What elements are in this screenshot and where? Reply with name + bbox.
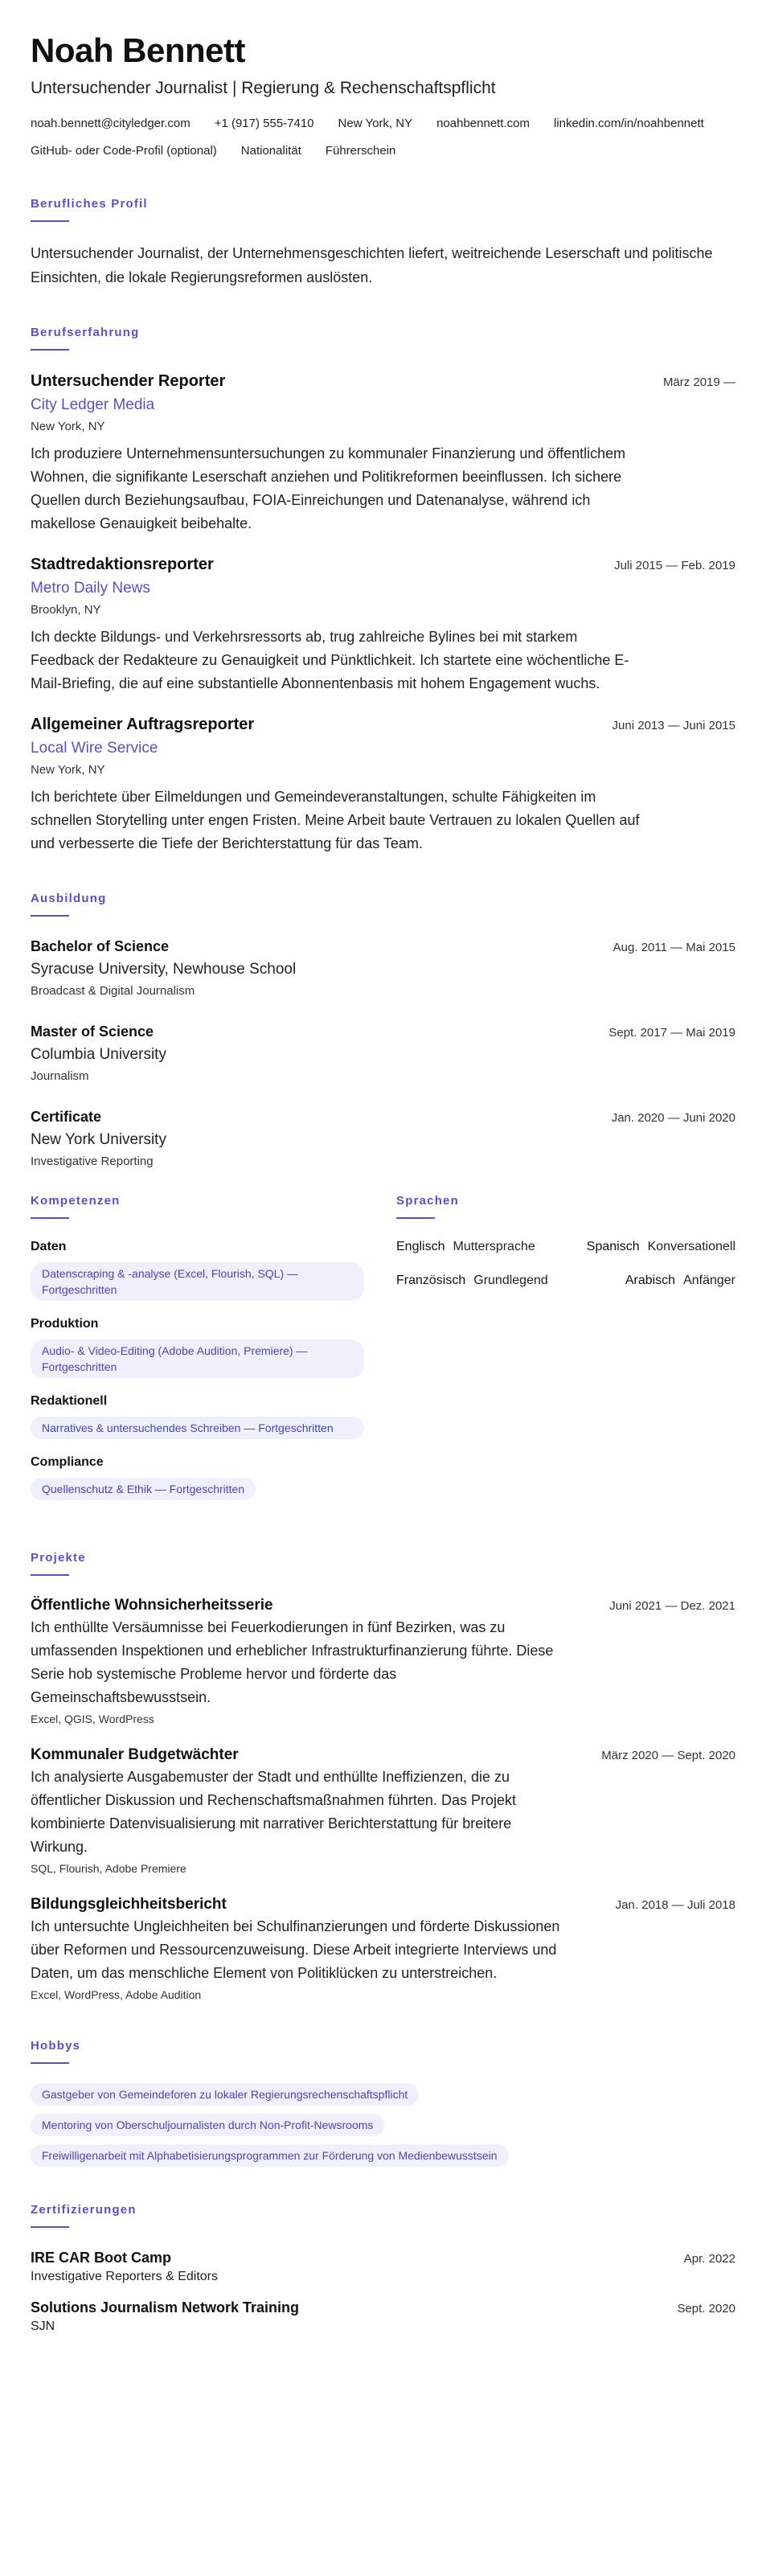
job-date: Juni 2013 — Juni 2015 xyxy=(612,719,735,732)
job-title: Allgemeiner Auftragsreporter xyxy=(31,716,255,733)
profile-section xyxy=(31,196,735,289)
skill-pill: Narratives & untersuchendes Schreiben — Fortgeschritten xyxy=(31,1417,364,1439)
section-divider xyxy=(31,1574,69,1576)
contact-phone: +1 (917) 555-7410 xyxy=(214,117,314,130)
language-name: Englisch xyxy=(396,1240,445,1253)
contact-website: noahbennett.com xyxy=(436,117,530,130)
school-name: New York University xyxy=(31,1131,166,1148)
job-date: März 2019 — xyxy=(662,375,735,389)
language-row xyxy=(396,1272,735,1290)
skill-pill: Quellenschutz & Ethik — Fortgeschritten xyxy=(31,1478,256,1500)
skill-pill: Audio- & Video-Editing (Adobe Audition, Premiere) — Fortgeschritten xyxy=(31,1339,364,1378)
job-location: New York, NY xyxy=(31,420,105,433)
project-entry xyxy=(31,1595,735,1727)
project-tools: Excel, WordPress, Adobe Audition xyxy=(31,1988,202,2001)
project-description: Ich enthüllte Versäumnisse bei Feuerkodierungen in fünf Bezirken, was zu umfassenden Inspektionen und erheblicher Infrastrukturfinanzierung führte. Diese Serie hob systemische Probleme hervor und förderte das Gemeinschaftsbewusstsein. xyxy=(31,1619,554,1705)
languages-section xyxy=(396,1193,735,1515)
section-divider xyxy=(31,220,69,222)
skill-group xyxy=(31,1315,396,1378)
education-entry xyxy=(31,1021,735,1085)
section-title: Hobbys xyxy=(31,2039,81,2053)
contact-info xyxy=(31,114,735,161)
language-name: Spanisch xyxy=(586,1240,640,1253)
section-title: Projekte xyxy=(31,1551,86,1565)
contact-email: noah.bennett@cityledger.com xyxy=(31,117,190,130)
skill-category: Produktion xyxy=(31,1317,99,1331)
job-description: Ich berichtete über Eilmeldungen und Gemeindeveranstaltungen, schulte Fähigkeiten im schnellen Storytelling unter engen Fristen. Meine Arbeit baute Vertrauen zu lokalen Quellen auf und verbesserte die Tiefe der Berichterstattung für das Team. xyxy=(31,789,640,851)
project-date: Jan. 2018 — Juli 2018 xyxy=(615,1898,735,1912)
section-title: Zertifizierungen xyxy=(31,2203,137,2217)
contact-license: Führerschein xyxy=(325,144,396,158)
candidate-name: Noah Bennett xyxy=(31,31,245,69)
section-divider xyxy=(31,915,69,917)
study-field: Journalism xyxy=(31,1069,89,1083)
certifications-section xyxy=(31,2202,735,2336)
skill-category: Daten xyxy=(31,1240,67,1253)
section-divider xyxy=(31,2062,69,2064)
section-divider xyxy=(31,1217,69,1219)
project-tools: Excel, QGIS, WordPress xyxy=(31,1713,154,1725)
language-row xyxy=(396,1238,735,1256)
skill-group xyxy=(31,1238,396,1301)
certification-entry xyxy=(31,2247,735,2286)
project-tools: SQL, Flourish, Adobe Premiere xyxy=(31,1862,186,1875)
section-divider xyxy=(396,1217,435,1219)
job-title: Stadtredaktionsreporter xyxy=(31,556,214,573)
experience-section xyxy=(31,325,735,855)
certification-date: Sept. 2020 xyxy=(677,2302,735,2316)
skill-group xyxy=(31,1454,396,1500)
hobby-pill: Mentoring von Oberschuljournalisten durch Non-Profit-Newsrooms xyxy=(31,2114,384,2136)
job-date: Juli 2015 — Feb. 2019 xyxy=(614,559,735,572)
certification-issuer: SJN xyxy=(31,2320,55,2333)
language-level: Anfänger xyxy=(683,1274,735,1287)
skill-pill: Datenscraping & -analyse (Excel, Flourish, SQL) — Fortgeschritten xyxy=(31,1262,364,1301)
job-employer: Local Wire Service xyxy=(31,740,158,757)
contact-linkedin: linkedin.com/in/noahbennett xyxy=(554,117,704,130)
section-title: Kompetenzen xyxy=(31,1194,121,1208)
certification-name: IRE CAR Boot Camp xyxy=(31,2250,171,2266)
project-title: Öffentliche Wohnsicherheitsserie xyxy=(31,1597,273,1614)
hobby-pill: Freiwilligenarbeit mit Alphabetisierungsprogrammen zur Förderung von Medienbewusstsein xyxy=(31,2144,509,2167)
skill-group xyxy=(31,1393,396,1439)
section-title: Sprachen xyxy=(396,1194,459,1208)
certification-issuer: Investigative Reporters & Editors xyxy=(31,2270,218,2283)
section-title: Berufliches Profil xyxy=(31,197,148,211)
section-title: Berufserfahrung xyxy=(31,326,140,339)
job-description: Ich deckte Bildungs- und Verkehrsressorts ab, trug zahlreiche Bylines bei mit starkem Feedback der Redakteure zu Genauigkeit und Pünktlichkeit. Ich startete eine wöchentliche E-Mail-Briefing, die auf eine substantielle Abonnentenbasis mit hohem Engagement wuchs. xyxy=(31,629,629,691)
job-employer: Metro Daily News xyxy=(31,580,150,597)
project-description: Ich untersuchte Ungleichheiten bei Schulfinanzierungen und förderte Diskussionen über Reformen und Ressourcenzuweisung. Diese Arbeit integrierte Interviews und Daten, um das menschliche Element von Politiklücken zu unterstreichen. xyxy=(31,1918,560,1981)
degree-title: Certificate xyxy=(31,1109,102,1125)
study-field: Broadcast & Digital Journalism xyxy=(31,984,195,998)
degree-date: Aug. 2011 — Mai 2015 xyxy=(612,941,735,954)
degree-date: Sept. 2017 — Mai 2019 xyxy=(608,1026,735,1040)
contact-github: GitHub- oder Code-Profil (optional) xyxy=(31,144,217,158)
project-date: März 2020 — Sept. 2020 xyxy=(601,1749,735,1762)
contact-location: New York, NY xyxy=(338,117,413,130)
school-name: Syracuse University, Newhouse School xyxy=(31,961,297,978)
experience-entry xyxy=(31,713,735,855)
language-level: Konversationell xyxy=(647,1240,735,1253)
project-description: Ich analysierte Ausgabemuster der Stadt und enthüllte Ineffizienzen, die zu öffentlicher Diskussion und Rechenschaftsmaßnahmen führten. Das Projekt kombinierte Datenvisualisierung mit narrativer Berichterstattung für breitere Wirkung. xyxy=(31,1769,516,1855)
section-divider xyxy=(31,2226,69,2228)
degree-date: Jan. 2020 — Juni 2020 xyxy=(611,1111,735,1125)
section-divider xyxy=(31,349,69,351)
skill-category: Redaktionell xyxy=(31,1394,108,1408)
skill-category: Compliance xyxy=(31,1455,104,1469)
language-level: Muttersprache xyxy=(453,1240,535,1253)
experience-entry xyxy=(31,370,735,535)
language-level: Grundlegend xyxy=(473,1274,548,1287)
project-entry xyxy=(31,1894,735,2003)
job-description: Ich produziere Unternehmensuntersuchungen zu kommunaler Finanzierung und öffentlichem Wohnen, die signifikante Leserschaft anziehen und Politikreformen beeinflussen. Ich sichere Quellen durch Beziehungsaufbau, FOIA-Einreichungen und Datenanalyse, während ich makellose Genauigkeit beibehalte. xyxy=(31,445,626,531)
education-section xyxy=(31,891,735,1171)
hobby-pill: Gastgeber von Gemeindeforen zu lokaler Regierungsrechenschaftspflicht xyxy=(31,2083,419,2106)
hobbies-section xyxy=(31,2038,735,2167)
contact-nationality: Nationalität xyxy=(240,144,301,158)
certification-date: Apr. 2022 xyxy=(683,2252,735,2266)
candidate-headline: Untersuchender Journalist | Regierung & Rechenschaftspflicht xyxy=(31,79,496,97)
skills-languages-row xyxy=(31,1193,735,1515)
language-name: Französisch xyxy=(396,1274,466,1287)
project-title: Bildungsgleichheitsbericht xyxy=(31,1896,227,1913)
certification-entry xyxy=(31,2297,735,2336)
project-date: Juni 2021 — Dez. 2021 xyxy=(609,1599,735,1613)
project-entry xyxy=(31,1745,735,1877)
job-title: Untersuchender Reporter xyxy=(31,372,226,390)
language-name: Arabisch xyxy=(625,1274,676,1287)
job-location: Brooklyn, NY xyxy=(31,603,101,617)
job-location: New York, NY xyxy=(31,763,105,777)
study-field: Investigative Reporting xyxy=(31,1155,154,1168)
project-title: Kommunaler Budgetwächter xyxy=(31,1746,239,1763)
education-entry xyxy=(31,1106,735,1171)
degree-title: Bachelor of Science xyxy=(31,938,170,954)
projects-section xyxy=(31,1550,735,2003)
school-name: Columbia University xyxy=(31,1046,166,1063)
education-entry xyxy=(31,936,735,1000)
section-title: Ausbildung xyxy=(31,892,107,905)
resume-header xyxy=(31,31,735,161)
skills-section xyxy=(31,1193,396,1515)
certification-name: Solutions Journalism Network Training xyxy=(31,2299,300,2316)
profile-summary: Untersuchender Journalist, der Unternehmensgeschichten liefert, weitreichende Leserschaft und politische Einsichten, die lokale Regierungsreformen auslösten. xyxy=(31,245,713,285)
job-employer: City Ledger Media xyxy=(31,396,155,413)
degree-title: Master of Science xyxy=(31,1023,154,1040)
experience-entry xyxy=(31,553,735,695)
